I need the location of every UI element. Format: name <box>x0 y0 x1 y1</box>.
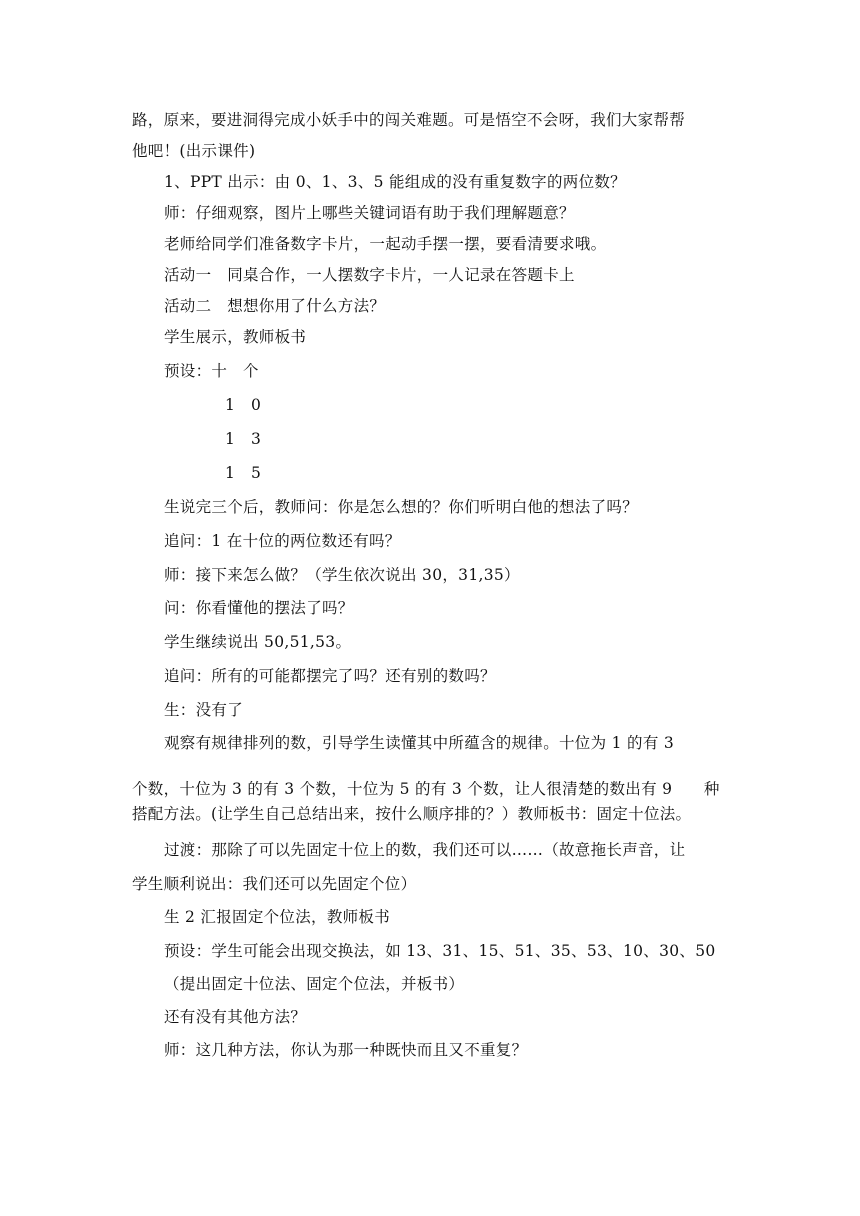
paragraph-line: 1、PPT 出示：由 0、1、3、5 能组成的没有重复数字的两位数？ <box>164 173 626 191</box>
paragraph-line: 过渡：那除了可以先固定十位上的数，我们还可以……（故意拖长声音，让 <box>164 841 686 859</box>
paragraph-line: 路，原来，要进洞得完成小妖手中的闯关难题。可是悟空不会呀，我们大家帮帮 <box>132 111 686 129</box>
paragraph-line: 还有没有其他方法？ <box>164 1008 307 1026</box>
paragraph-line: 生 2 汇报固定个位法，教师板书 <box>164 908 391 926</box>
paragraph-line: 师：接下来怎么做？（学生依次说出 30，31,35） <box>164 566 520 584</box>
paragraph-line: 搭配方法。(让学生自己总结出来，按什么顺序排的？）教师板书：固定十位法。 <box>132 805 692 823</box>
paragraph-line: 师：这几种方法，你认为那一种既快而且又不重复？ <box>164 1041 528 1059</box>
paragraph-line: 活动二 想想你用了什么方法？ <box>164 297 386 315</box>
paragraph-line: 学生继续说出 50,51,53。 <box>164 633 352 651</box>
board-row: 1 3 <box>225 430 262 448</box>
paragraph-line: 生说完三个后，教师问：你是怎么想的？你们听明白他的想法了吗？ <box>164 498 639 516</box>
paragraph-line: 追问：1 在十位的两位数还有吗？ <box>164 532 401 550</box>
paragraph-line: 他吧！(出示课件) <box>132 142 256 160</box>
paragraph-line: 学生顺利说出：我们还可以先固定个位） <box>132 875 417 893</box>
paragraph-line: 学生展示，教师板书 <box>164 328 307 346</box>
paragraph-line: 预设：十 个 <box>164 362 259 380</box>
board-row: 1 0 <box>225 396 262 414</box>
paragraph-line: 预设：学生可能会出现交换法，如 13、31、15、51、35、53、10、30、50 <box>164 942 716 960</box>
paragraph-line: （提出固定十位法、固定个位法，并板书） <box>164 975 465 993</box>
paragraph-line: 生：没有了 <box>164 701 244 719</box>
paragraph-line: 个数，十位为 3 的有 3 个数，十位为 5 的有 3 个数，让人很清楚的数出有 9 种 <box>132 780 720 798</box>
board-row: 1 5 <box>225 464 262 482</box>
paragraph-line: 观察有规律排列的数，引导学生读懂其中所蕴含的规律。十位为 1 的有 3 <box>164 734 675 752</box>
paragraph-line: 老师给同学们准备数字卡片，一起动手摆一摆，要看清要求哦。 <box>164 235 607 253</box>
paragraph-line: 问：你看懂他的摆法了吗？ <box>164 599 354 617</box>
paragraph-line: 师：仔细观察，图片上哪些关键词语有助于我们理解题意？ <box>164 204 575 222</box>
paragraph-line: 活动一 同桌合作，一人摆数字卡片，一人记录在答题卡上 <box>164 266 575 284</box>
paragraph-line: 追问：所有的可能都摆完了吗？还有别的数吗？ <box>164 667 496 685</box>
